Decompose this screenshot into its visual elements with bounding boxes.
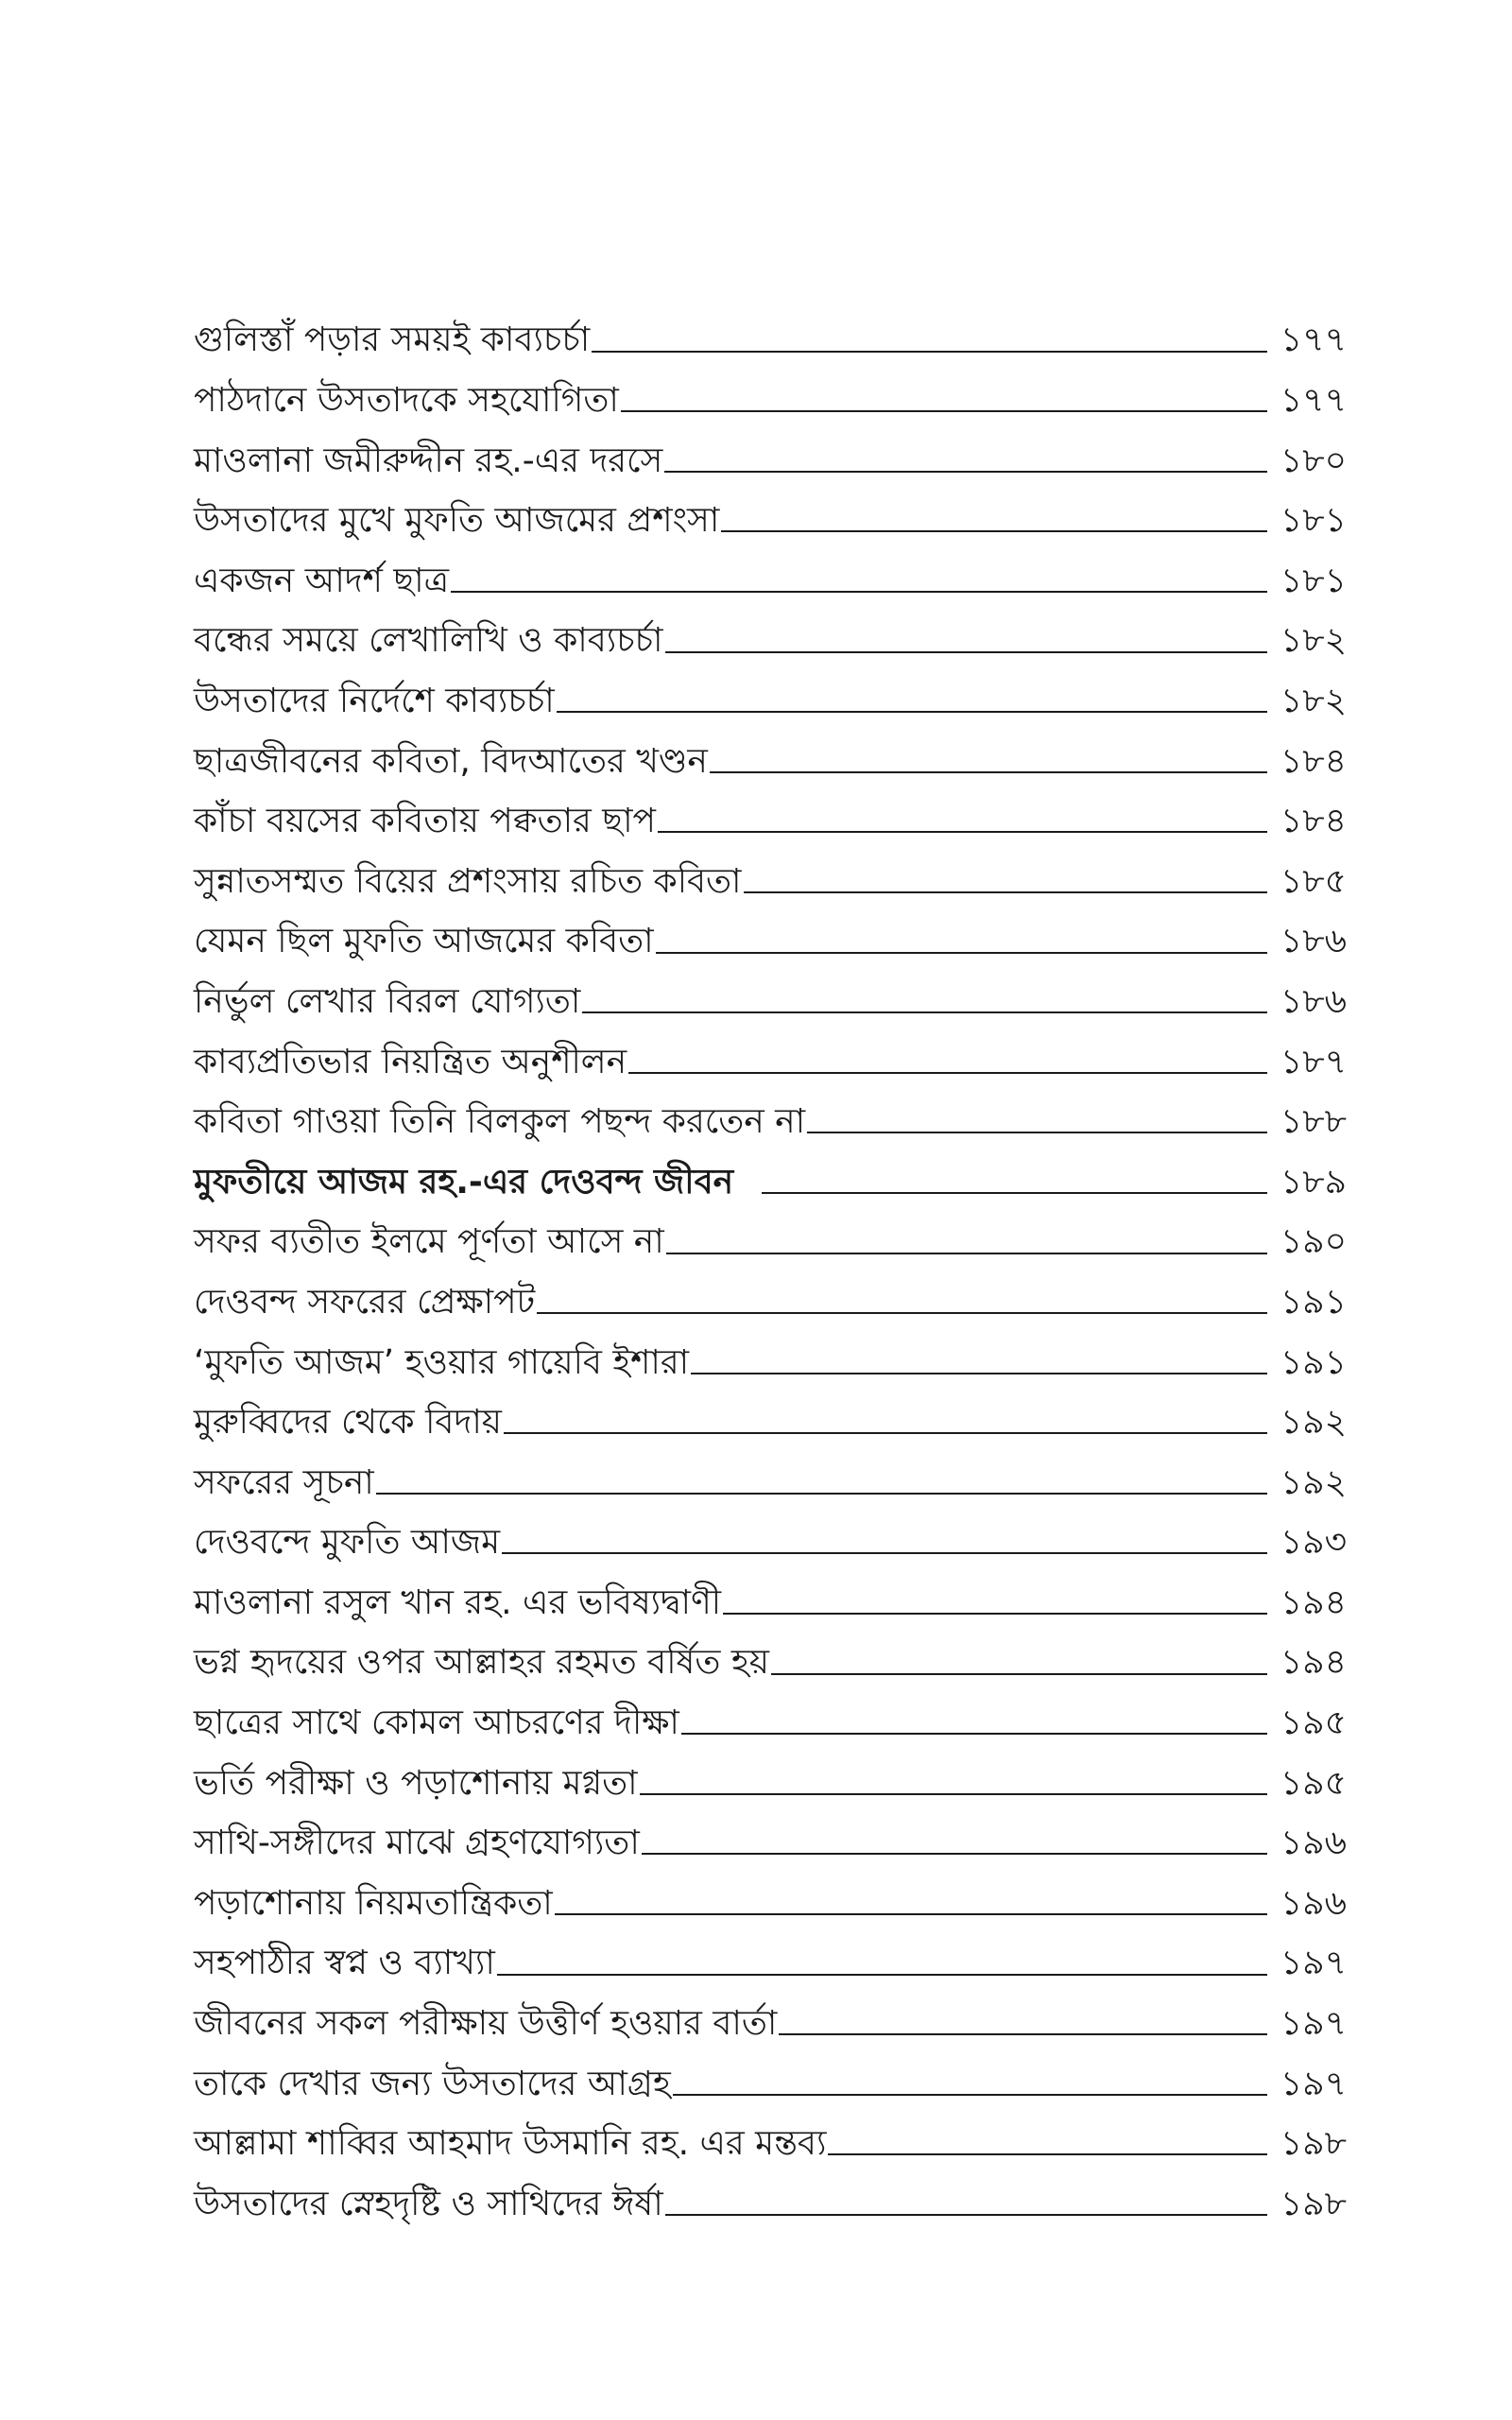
toc-entry-page-number: ১৯৬ (1280, 1824, 1347, 1863)
toc-entry (194, 962, 1347, 1023)
toc-leader-line (762, 1192, 1267, 1194)
toc-entry-page-number: ১৯৫ (1280, 1763, 1347, 1803)
toc-leader-line (628, 1072, 1267, 1074)
toc-entry-title: মাওলানা রসুল খান রহ. এর ভবিষ্যদ্বাণী (194, 1582, 722, 1622)
toc-entry-title: মুফতীয়ে আজম রহ.-এর দেওবন্দ জীবন (194, 1162, 734, 1201)
toc-leader-line (779, 2033, 1267, 2035)
toc-entry (194, 1082, 1347, 1143)
toc-leader-line (497, 1974, 1267, 1976)
toc-entry-page-number: ১৮১ (1280, 501, 1347, 541)
toc-entry-page-number: ১৯৬ (1280, 1883, 1347, 1923)
toc-entry-title: মুরুব্বিদের থেকে বিদায় (194, 1403, 502, 1443)
toc-entry (194, 1142, 1347, 1202)
toc-leader-line (721, 530, 1267, 532)
toc-entry-title: যেমন ছিল মুফতি আজমের কবিতা (194, 922, 654, 961)
toc-entry-page-number: ১৯৪ (1280, 1582, 1347, 1622)
toc-entry-page-number: ১৮৯ (1280, 1162, 1347, 1201)
toc-entry-page-number: ১৮২ (1280, 681, 1347, 720)
toc-entry-title: সহপাঠীর স্বপ্ন ও ব্যাখ্যা (194, 1944, 495, 1983)
toc-entry (194, 601, 1347, 662)
toc-entry (194, 782, 1347, 842)
table-of-contents (194, 301, 1347, 2224)
toc-entry (194, 1503, 1347, 1564)
toc-entry-title: কবিতা গাওয়া তিনি বিলকুল পছন্দ করতেন না (194, 1102, 806, 1142)
toc-leader-line (658, 831, 1267, 833)
toc-entry-title: বন্ধের সময়ে লেখালিখি ও কাব্যচর্চা (194, 621, 663, 661)
toc-entry-page-number: ১৯১ (1280, 1342, 1347, 1382)
toc-entry (194, 662, 1347, 722)
toc-entry-page-number: ১৮০ (1280, 441, 1347, 480)
toc-leader-line (828, 2153, 1267, 2155)
toc-entry (194, 301, 1347, 361)
toc-entry-title: একজন আদর্শ ছাত্র (194, 561, 450, 600)
toc-entry (194, 2104, 1347, 2165)
toc-entry-page-number: ১৮৬ (1280, 922, 1347, 961)
toc-entry-title: নির্ভুল লেখার বিরল যোগ্যতা (194, 981, 581, 1021)
toc-entry (194, 1563, 1347, 1623)
toc-entry (194, 1804, 1347, 1864)
toc-entry-title: ভর্তি পরীক্ষা ও পড়াশোনায় মগ্নতা (194, 1763, 638, 1803)
toc-entry (194, 841, 1347, 902)
toc-entry-page-number: ১৮৭ (1280, 1042, 1347, 1081)
toc-entry-title: পাঠদানে উসতাদকে সহযোগিতা (194, 381, 619, 420)
toc-leader-line (665, 651, 1268, 653)
toc-entry-page-number: ১৯০ (1280, 1222, 1347, 1262)
toc-leader-line (673, 2094, 1267, 2096)
toc-entry (194, 721, 1347, 782)
toc-entry-title: সফরের সূচনা (194, 1462, 374, 1502)
toc-entry (194, 361, 1347, 422)
toc-entry (194, 1022, 1347, 1082)
toc-entry-title: ‘মুফতি আজম’ হওয়ার গায়েবি ইশারা (194, 1342, 690, 1382)
toc-leader-line (582, 1011, 1267, 1013)
toc-entry-title: সফর ব্যতীত ইলমে পূর্ণতা আসে না (194, 1222, 664, 1262)
toc-entry-title: দেওবন্দ সফরের প্রেক্ষাপট (194, 1282, 536, 1322)
toc-entry-title: দেওবন্দে মুফতি আজম (194, 1523, 501, 1563)
toc-entry-page-number: ১৯৮ (1280, 2184, 1347, 2223)
toc-entry-title: জীবনের সকল পরীক্ষায় উত্তীর্ণ হওয়ার বার্তা (194, 2004, 778, 2044)
toc-entry-title: কাব্যপ্রতিভার নিয়ন্ত্রিত অনুশীলন (194, 1042, 627, 1081)
toc-entry-page-number: ১৯৭ (1280, 2004, 1347, 2044)
toc-entry (194, 1863, 1347, 1924)
toc-entry-title: উসতাদের মুখে মুফতি আজমের প্রশংসা (194, 501, 720, 541)
toc-entry-page-number: ১৯৭ (1280, 2064, 1347, 2103)
toc-leader-line (691, 1373, 1267, 1374)
toc-entry-page-number: ১৯৪ (1280, 1643, 1347, 1683)
toc-entry (194, 2164, 1347, 2224)
toc-leader-line (537, 1312, 1267, 1314)
toc-leader-line (665, 2214, 1267, 2216)
toc-entry-page-number: ১৯৮ (1280, 2124, 1347, 2164)
toc-entry-page-number: ১৯২ (1280, 1403, 1347, 1443)
toc-leader-line (642, 1853, 1267, 1855)
toc-leader-line (376, 1493, 1267, 1495)
toc-entry (194, 1322, 1347, 1383)
toc-entry-title: তাকে দেখার জন্য উসতাদের আগ্রহ (194, 2064, 671, 2103)
toc-entry-title: সাথি-সঙ্গীদের মাঝে গ্রহণযোগ্যতা (194, 1824, 640, 1863)
toc-leader-line (502, 1552, 1267, 1554)
toc-entry-page-number: ১৯৭ (1280, 1944, 1347, 1983)
toc-entry-title: মাওলানা জমীরুদ্দীন রহ.-এর দরসে (194, 441, 663, 480)
toc-entry (194, 1263, 1347, 1323)
toc-entry-title: পড়াশোনায় নিয়মতান্ত্রিকতা (194, 1883, 553, 1923)
toc-entry (194, 1443, 1347, 1503)
toc-entry (194, 1202, 1347, 1263)
toc-entry-title: উসতাদের স্নেহদৃষ্টি ও সাথিদের ঈর্ষা (194, 2184, 663, 2223)
toc-entry-title: কাঁচা বয়সের কবিতায় পক্বতার ছাপ (194, 802, 656, 841)
toc-leader-line (656, 952, 1267, 954)
toc-entry-page-number: ১৯৩ (1280, 1523, 1347, 1563)
toc-entry-page-number: ১৮৫ (1280, 861, 1347, 901)
toc-entry (194, 902, 1347, 962)
toc-leader-line (723, 1613, 1267, 1615)
toc-entry-page-number: ১৯৫ (1280, 1703, 1347, 1743)
toc-entry (194, 1383, 1347, 1443)
toc-entry-title: ছাত্রের সাথে কোমল আচরণের দীক্ষা (194, 1703, 679, 1743)
toc-leader-line (744, 891, 1268, 893)
toc-entry-page-number: ১৭৭ (1280, 320, 1347, 360)
toc-leader-line (710, 771, 1267, 773)
toc-leader-line (640, 1793, 1267, 1795)
toc-entry (194, 421, 1347, 481)
toc-entry-page-number: ১৮৬ (1280, 981, 1347, 1021)
toc-entry-page-number: ১৮৪ (1280, 802, 1347, 841)
toc-entry-page-number: ১৭৭ (1280, 381, 1347, 420)
toc-entry-title: উসতাদের নির্দেশে কাব্যচর্চা (194, 681, 555, 720)
toc-leader-line (664, 471, 1267, 473)
toc-leader-line (771, 1673, 1267, 1675)
toc-entry-page-number: ১৮৪ (1280, 741, 1347, 781)
toc-entry (194, 1684, 1347, 1744)
toc-entry (194, 1984, 1347, 2045)
toc-leader-line (555, 1913, 1267, 1915)
toc-leader-line (807, 1132, 1267, 1133)
toc-entry (194, 2044, 1347, 2104)
toc-entry-title: ছাত্রজীবনের কবিতা, বিদআতের খণ্ডন (194, 741, 708, 781)
toc-leader-line (666, 1253, 1267, 1254)
toc-entry-page-number: ১৯১ (1280, 1282, 1347, 1322)
toc-entry-page-number: ১৮৮ (1280, 1102, 1347, 1142)
toc-leader-line (451, 591, 1267, 593)
toc-entry (194, 1924, 1347, 1984)
toc-entry (194, 481, 1347, 542)
toc-leader-line (681, 1733, 1267, 1735)
toc-entry-title: ভগ্ন হৃদয়ের ওপর আল্লাহর রহমত বর্ষিত হয় (194, 1643, 769, 1683)
toc-entry-title: সুন্নাতসম্মত বিয়ের প্রশংসায় রচিত কবিতা (194, 861, 742, 901)
toc-entry-page-number: ১৮১ (1280, 561, 1347, 600)
toc-entry (194, 1623, 1347, 1684)
toc-leader-line (557, 711, 1267, 713)
toc-leader-line (504, 1432, 1267, 1434)
toc-entry-title: গুলিস্তাঁ পড়ার সময়ই কাব্যচর্চা (194, 320, 591, 360)
toc-entry (194, 1743, 1347, 1804)
toc-entry-page-number: ১৮২ (1280, 621, 1347, 661)
toc-leader-line (621, 410, 1267, 412)
toc-entry-page-number: ১৯২ (1280, 1462, 1347, 1502)
toc-leader-line (592, 351, 1267, 353)
toc-entry (194, 541, 1347, 601)
toc-entry-title: আল্লামা শাব্বির আহমাদ উসমানি রহ. এর মন্তব্য (194, 2124, 827, 2164)
